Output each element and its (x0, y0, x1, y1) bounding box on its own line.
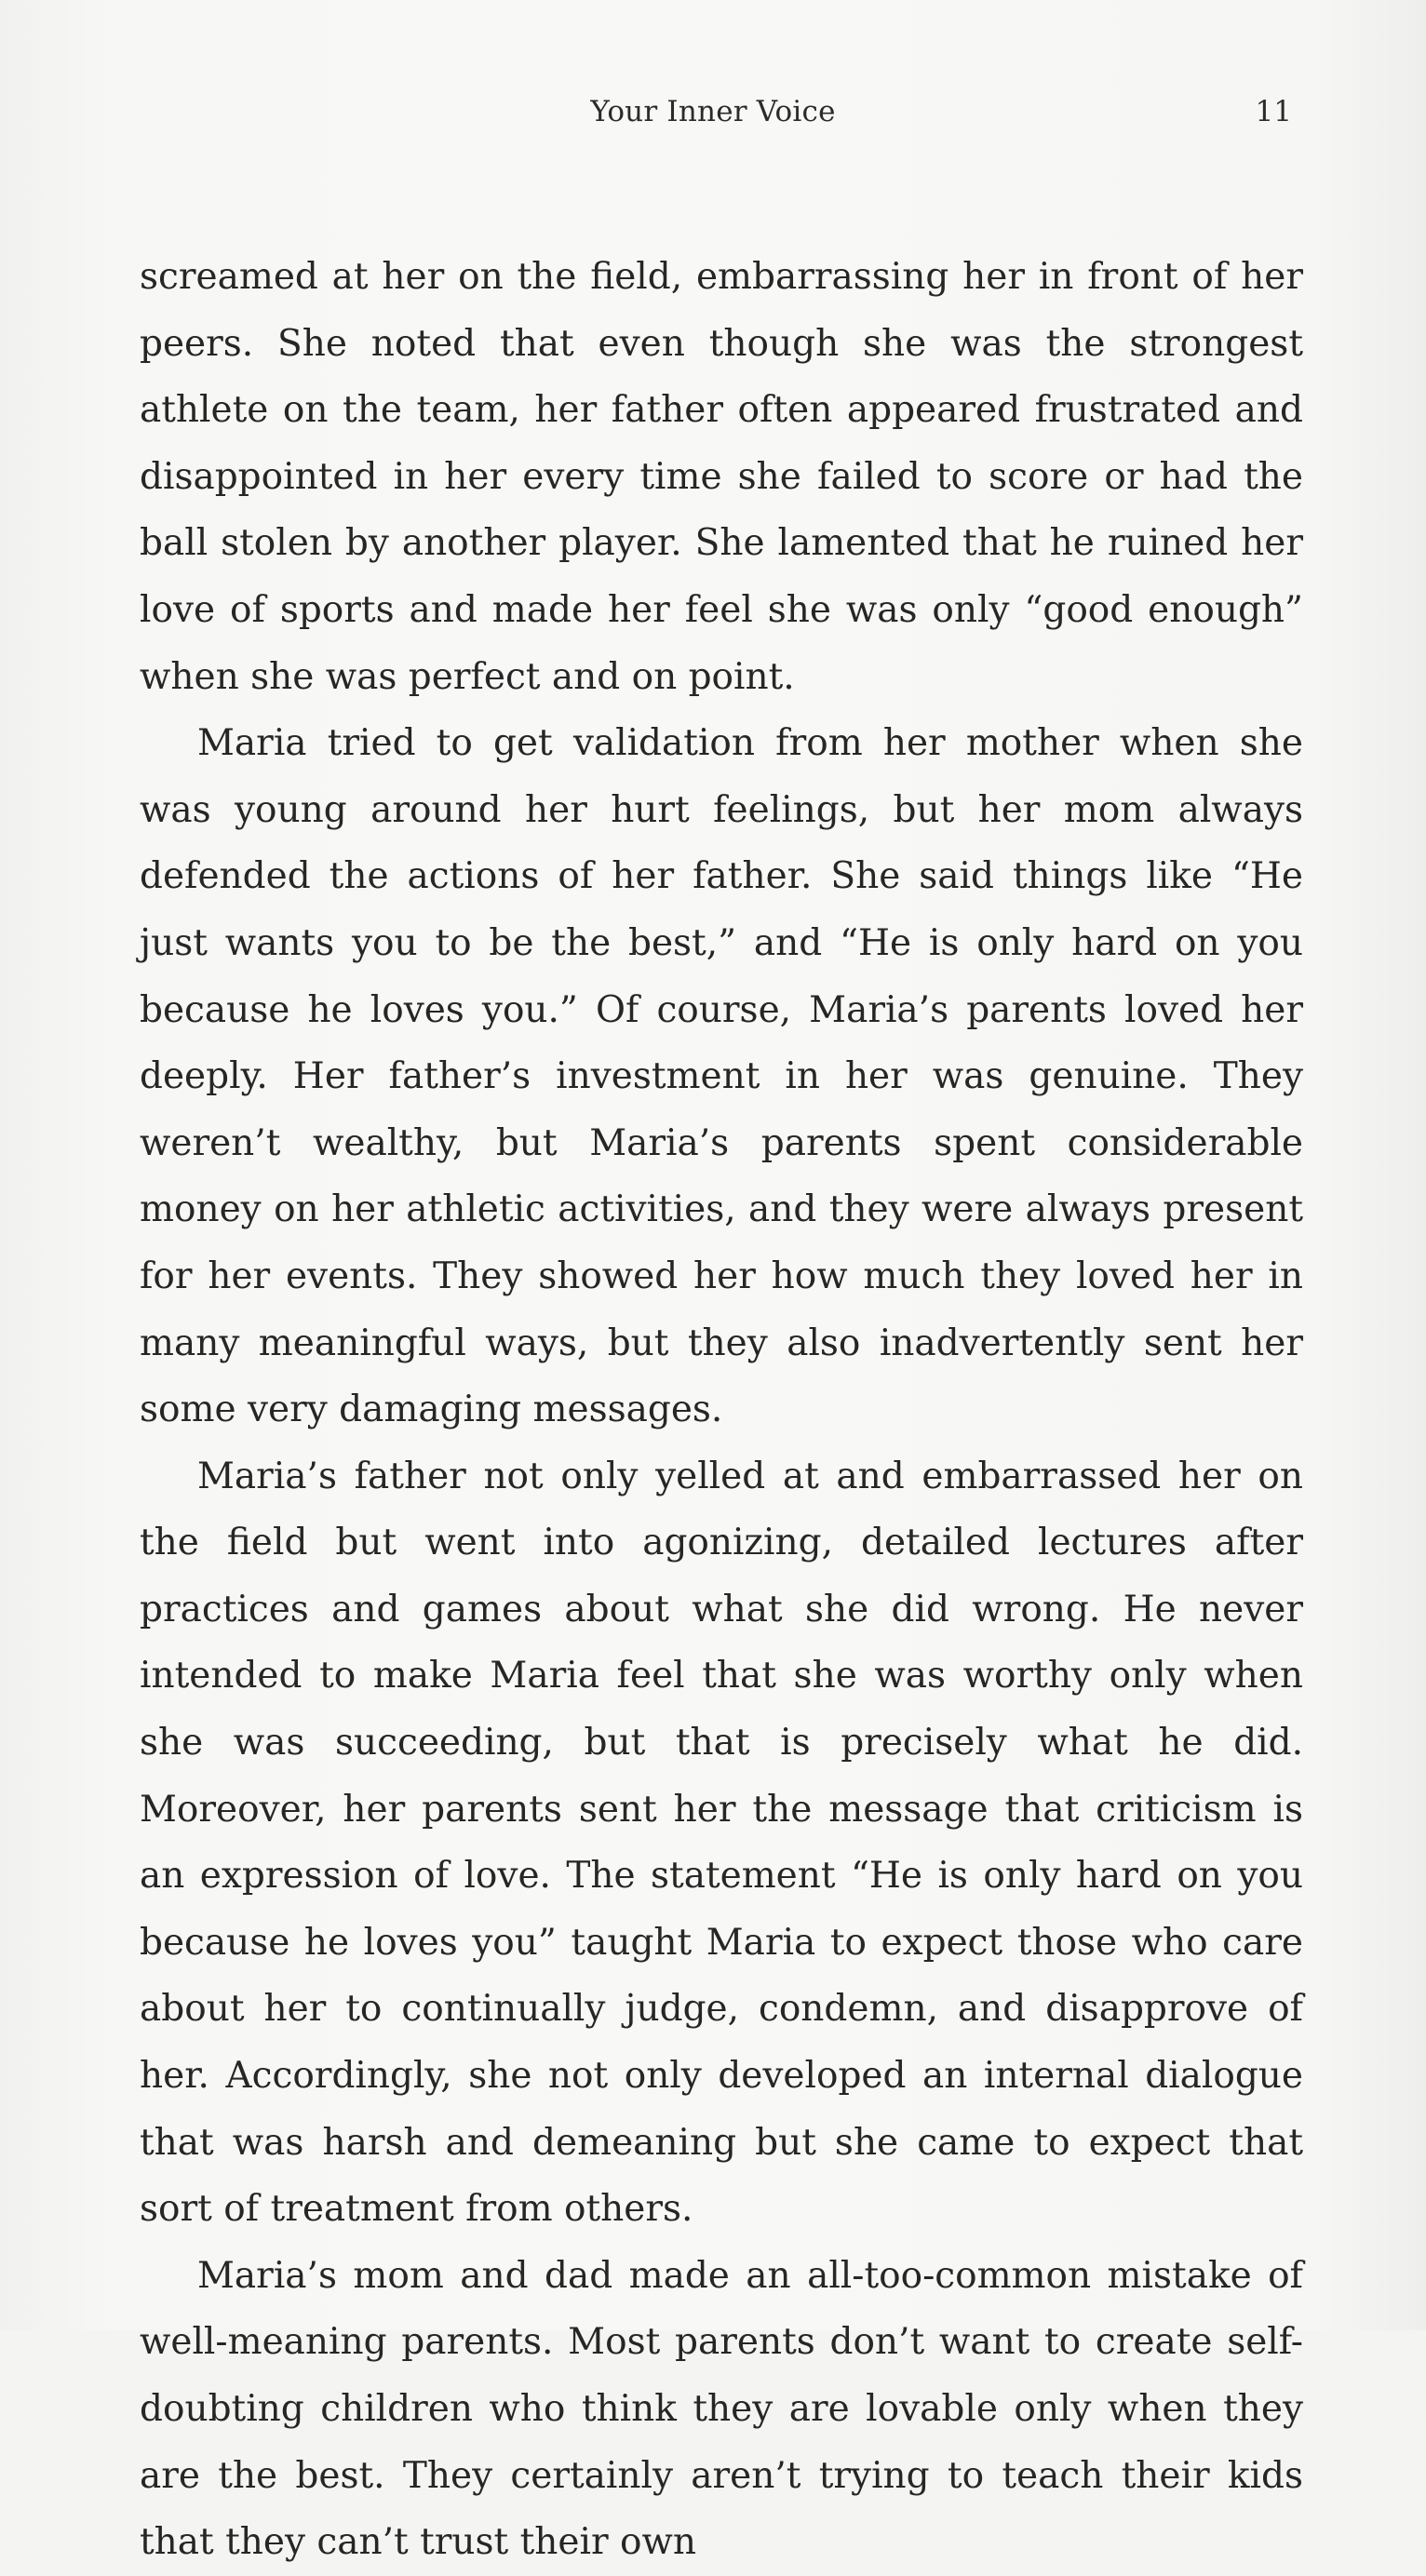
paragraph: Maria’s mom and dad made an all-too-common mistake of well-meaning parents. Most parents don’t want to create self-doubting children who think they are lovable only when they are the best. They certainly aren’t trying to teach their kids that they can’t trust their own (140, 2254, 1303, 2564)
page-number: 11 (1255, 95, 1292, 128)
chapter-title: Your Inner Voice (590, 95, 836, 128)
running-head (0, 95, 1426, 141)
body-text (140, 244, 1303, 2576)
paragraph: Maria’s father not only yelled at and embarrassed her on the field but went into agonizing, detailed lectures after practices and games about what she did wrong. He never intended to make Maria feel that she was worthy only when she was succeeding, but that is precisely what he did. Moreover, her parents sent her the message that criticism is an expression of love. The statement “He is only hard on you because he loves you” taught Maria to expect those who care about her to continually judge, condemn, and disapprove of her. Accordingly, she not only developed an internal dialogue that was harsh and demeaning but she came to expect that sort of treatment from others. (140, 1455, 1303, 2231)
paragraph: Maria tried to get validation from her mother when she was young around her hurt feelings, but her mom always defended the actions of her father. She said things like “He just wants you to be the best,” and “He is only hard on you because he loves you.” Of course, Maria’s parents loved her deeply. Her father’s investment in her was genuine. They weren’t wealthy, but Maria’s parents spent considerable money on her athletic activities, and they were always present for her events. They showed her how much they loved her in many meaningful ways, but they also inadvertently sent her some very damaging messages. (140, 722, 1303, 1431)
paragraph-continued: screamed at her on the field, embarrassing her in front of her peers. She noted that even though she was the strongest athlete on the team, her father often appeared frustrated and disappointed in her every time she failed to score or had the ball stolen by another player. She lamented that he ruined her love of sports and made her feel she was only “good enough” when she was perfect and on point. (140, 256, 1303, 698)
